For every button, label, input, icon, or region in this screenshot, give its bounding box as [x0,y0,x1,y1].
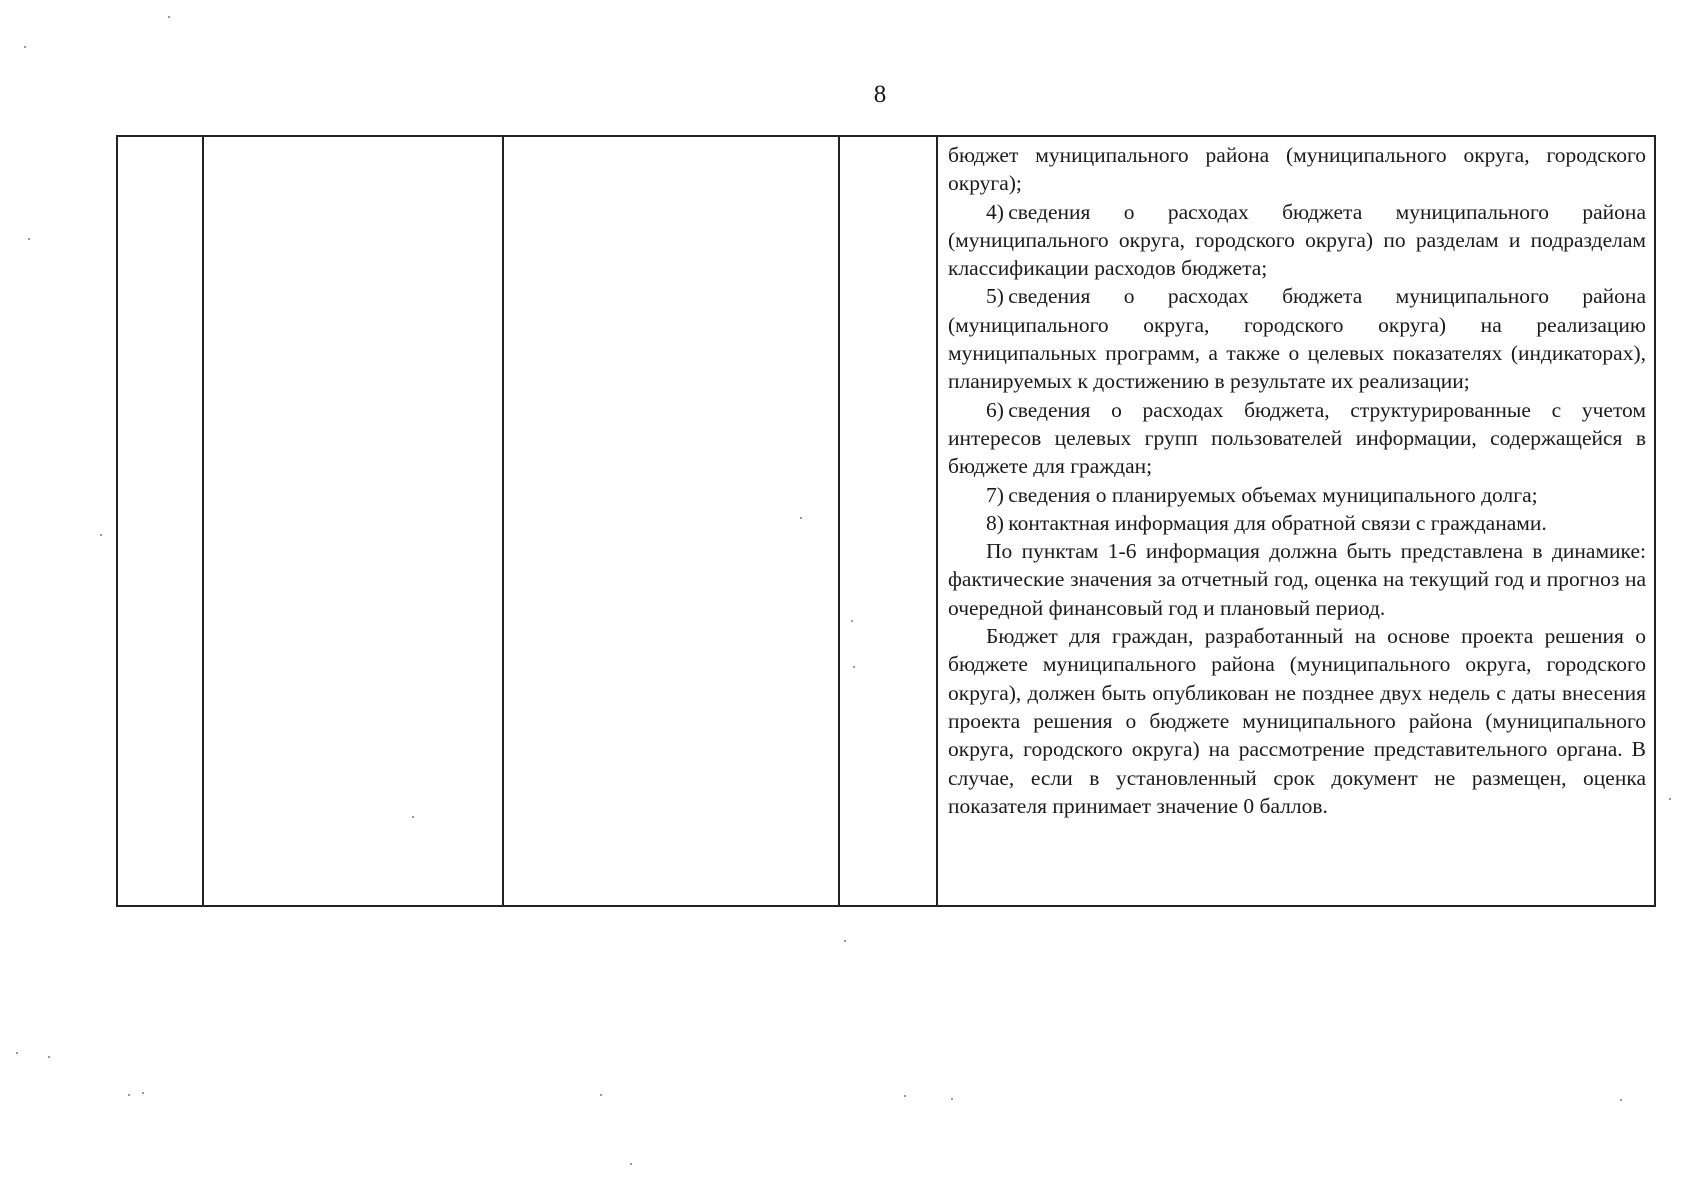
scan-speck [412,816,414,818]
scan-speck [1669,798,1671,800]
scan-speck [630,1163,632,1165]
column-divider-3 [838,137,840,905]
scan-speck [844,940,846,942]
paragraph-publication-rule: Бюджет для граждан, разработанный на основе проекта решения о бюджете муниципального района (муниципального округа, городского округа), должен быть опубликован не позднее двух недель с даты внесения проекта решения о бюджете муниципального района (муниципального округа, городского округа) на рассмотрение представительного органа. В случае, если в установленный срок документ не размещен, оценка показателя принимает значение 0 баллов. [948,624,1646,818]
paragraph-item-8: 8) контактная информация для обратной связи с гражданами. [986,510,1547,535]
scan-speck [904,1095,906,1097]
scan-speck [128,1094,130,1096]
scan-speck [851,620,853,622]
scan-speck [100,534,102,536]
scan-speck [600,1094,602,1096]
paragraph-item-5: 5) сведения о расходах бюджета муниципального района (муниципального округа, городского округа) на реализацию муниципальных программ, а также о целевых показателях (индикаторах), планируемых к достижению в результате их реализации; [948,284,1646,394]
paragraph-item-6: 6) сведения о расходах бюджета, структурированные с учетом интересов целевых групп пользователей информации, содержащейся в бюджете для граждан; [948,397,1646,479]
column-divider-2 [502,137,504,905]
scan-speck [1620,1099,1622,1101]
paragraph-dynamics-note: По пунктам 1-6 информация должна быть представлена в динамике: фактические значения за отчетный год, оценка на текущий год и прогноз на очередной финансовый год и плановый период. [948,539,1646,620]
paragraph-item-4: 4) сведения о расходах бюджета муниципального района (муниципального округа, городского округа) по разделам и подразделам классификации расходов бюджета; [948,199,1646,281]
paragraph-budget-continuation: бюджет муниципального района (муниципального округа, городского округа); [948,143,1646,196]
scan-speck [24,46,26,48]
scan-speck [48,1056,50,1058]
scan-speck [28,238,30,240]
column-divider-1 [202,137,204,905]
scan-speck [853,666,855,668]
methodology-text-cell [948,141,1646,820]
scan-speck [142,1092,144,1094]
scan-speck [800,517,802,519]
page-number: 8 [873,81,887,108]
scan-speck [168,16,170,18]
criteria-table [116,135,1656,907]
scan-speck [951,1098,953,1100]
column-divider-4 [936,137,938,905]
scan-speck [16,1052,18,1054]
paragraph-item-7: 7) сведения о планируемых объемах муниципального долга; [986,482,1538,507]
